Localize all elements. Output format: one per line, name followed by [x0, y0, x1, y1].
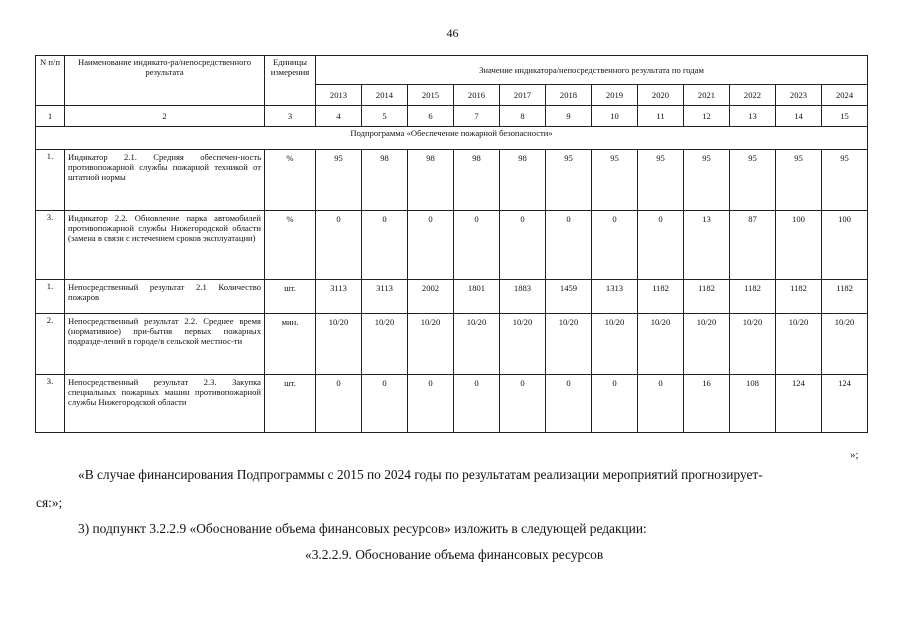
value-cell: 0	[500, 211, 546, 280]
indicator-row	[36, 150, 868, 211]
column-number-cell: 14	[776, 106, 822, 127]
value-cell: 1883	[500, 280, 546, 314]
paragraph-1-line-1: «В случае финансирования Подпрограммы с 2015 по 2024 годы по результатам реализации мероприятий прогнозирует-	[78, 467, 763, 482]
value-cell: 1459	[546, 280, 592, 314]
page-number: 46	[446, 26, 459, 40]
value-cell: 95	[822, 150, 868, 211]
unit-cell: шт.	[265, 280, 316, 314]
value-cell: 1182	[730, 280, 776, 314]
value-cell: 100	[822, 211, 868, 280]
value-cell: 95	[638, 150, 684, 211]
value-cell: 95	[776, 150, 822, 211]
value-cell: 1182	[822, 280, 868, 314]
value-cell: 0	[592, 211, 638, 280]
value-cell: 0	[546, 211, 592, 280]
value-cell: 1182	[776, 280, 822, 314]
column-number-cell: 8	[500, 106, 546, 127]
column-number-cell: 1	[36, 106, 65, 127]
column-number-cell: 3	[265, 106, 316, 127]
row-number: 1.	[36, 280, 65, 314]
year-header-cell: 2020	[638, 85, 684, 106]
column-number-cell: 10	[592, 106, 638, 127]
value-cell: 95	[592, 150, 638, 211]
value-cell: 98	[362, 150, 408, 211]
value-cell: 16	[684, 375, 730, 433]
value-cell: 124	[822, 375, 868, 433]
year-header-cell: 2017	[500, 85, 546, 106]
column-number-cell: 11	[638, 106, 684, 127]
value-cell: 10/20	[546, 314, 592, 375]
value-cell: 95	[546, 150, 592, 211]
value-cell: 98	[454, 150, 500, 211]
value-cell: 10/20	[316, 314, 362, 375]
row-number: 1.	[36, 150, 65, 211]
value-cell: 10/20	[454, 314, 500, 375]
value-cell: 1182	[638, 280, 684, 314]
value-cell: 0	[454, 211, 500, 280]
value-cell: 95	[316, 150, 362, 211]
value-cell: 95	[730, 150, 776, 211]
value-cell: 0	[408, 211, 454, 280]
value-cell: 10/20	[776, 314, 822, 375]
value-cell: 3113	[362, 280, 408, 314]
value-cell: 10/20	[408, 314, 454, 375]
row-number: 3.	[36, 375, 65, 433]
year-header-cell: 2013	[316, 85, 362, 106]
value-cell: 100	[776, 211, 822, 280]
unit-cell: %	[265, 150, 316, 211]
column-number-cell: 13	[730, 106, 776, 127]
value-cell: 10/20	[684, 314, 730, 375]
value-cell: 98	[408, 150, 454, 211]
value-cell: 13	[684, 211, 730, 280]
indicator-row	[36, 211, 868, 280]
header-values-title: Значение индикатора/непосредственного результата по годам	[316, 56, 868, 85]
value-cell: 0	[546, 375, 592, 433]
indicator-name: Непосредственный результат 2.1 Количество пожаров	[65, 280, 265, 314]
value-cell: 0	[638, 375, 684, 433]
value-cell: 0	[316, 211, 362, 280]
header-name: Наименование индикато-ра/непосредственного результата	[65, 56, 265, 106]
header-row	[36, 56, 868, 85]
header-num: N п/п	[36, 56, 65, 106]
value-cell: 10/20	[638, 314, 684, 375]
column-number-cell: 9	[546, 106, 592, 127]
indicator-row	[36, 314, 868, 375]
paragraph-3-heading: «3.2.2.9. Обоснование объема финансовых ресурсов	[305, 547, 604, 562]
unit-cell: шт.	[265, 375, 316, 433]
subprogram-title: Подпрограмма «Обеспечение пожарной безопасности»	[36, 127, 868, 150]
paragraph-2: 3) подпункт 3.2.2.9 «Обоснование объема финансовых ресурсов» изложить в следующей редакции:	[78, 521, 647, 536]
value-cell: 98	[500, 150, 546, 211]
value-cell: 95	[684, 150, 730, 211]
column-number-cell: 6	[408, 106, 454, 127]
row-number: 3.	[36, 211, 65, 280]
column-number-cell: 4	[316, 106, 362, 127]
column-number-cell: 2	[65, 106, 265, 127]
indicator-name: Непосредственный результат 2.3. Закупка специальных пожарных машин противопожарной службы Нижегородской области	[65, 375, 265, 433]
column-numbers-row	[36, 106, 868, 127]
indicator-row	[36, 280, 868, 314]
value-cell: 10/20	[730, 314, 776, 375]
row-number: 2.	[36, 314, 65, 375]
year-header-cell: 2018	[546, 85, 592, 106]
value-cell: 0	[500, 375, 546, 433]
value-cell: 0	[362, 211, 408, 280]
year-header-cell: 2021	[684, 85, 730, 106]
column-number-cell: 7	[454, 106, 500, 127]
year-header-cell: 2022	[730, 85, 776, 106]
value-cell: 1182	[684, 280, 730, 314]
indicators-table	[35, 55, 868, 433]
value-cell: 0	[316, 375, 362, 433]
indicator-name: Индикатор 2.1. Средняя обеспечен-ность противопожарной службы пожарной техникой от штатной нормы	[65, 150, 265, 211]
unit-cell: %	[265, 211, 316, 280]
year-header-cell: 2016	[454, 85, 500, 106]
value-cell: 2002	[408, 280, 454, 314]
year-header-cell: 2019	[592, 85, 638, 106]
year-header-cell: 2023	[776, 85, 822, 106]
value-cell: 3113	[316, 280, 362, 314]
year-header-cell: 2015	[408, 85, 454, 106]
value-cell: 0	[408, 375, 454, 433]
column-number-cell: 15	[822, 106, 868, 127]
value-cell: 0	[454, 375, 500, 433]
value-cell: 0	[638, 211, 684, 280]
column-number-cell: 12	[684, 106, 730, 127]
header-unit: Единицы измерения	[265, 56, 316, 106]
value-cell: 0	[362, 375, 408, 433]
value-cell: 87	[730, 211, 776, 280]
value-cell: 10/20	[592, 314, 638, 375]
value-cell: 1801	[454, 280, 500, 314]
value-cell: 0	[592, 375, 638, 433]
year-header-cell: 2024	[822, 85, 868, 106]
indicator-row	[36, 375, 868, 433]
value-cell: 10/20	[822, 314, 868, 375]
subprogram-row	[36, 127, 868, 150]
value-cell: 108	[730, 375, 776, 433]
value-cell: 10/20	[500, 314, 546, 375]
closing-quote-mark: »;	[850, 449, 859, 461]
paragraph-1-line-2: ся:»;	[36, 495, 63, 510]
value-cell: 1313	[592, 280, 638, 314]
indicator-name: Индикатор 2.2. Обновление парка автомобилей противопожарной службы Нижегородской области (замена в связи с истечением сроков эксплуатации)	[65, 211, 265, 280]
column-number-cell: 5	[362, 106, 408, 127]
value-cell: 124	[776, 375, 822, 433]
indicator-name: Непосредственный результат 2.2. Среднее время (нормативное) при-бытия первых пожарных подразде-лений в городе/в сельской местнос-ти	[65, 314, 265, 375]
year-header-cell: 2014	[362, 85, 408, 106]
unit-cell: мин.	[265, 314, 316, 375]
value-cell: 10/20	[362, 314, 408, 375]
